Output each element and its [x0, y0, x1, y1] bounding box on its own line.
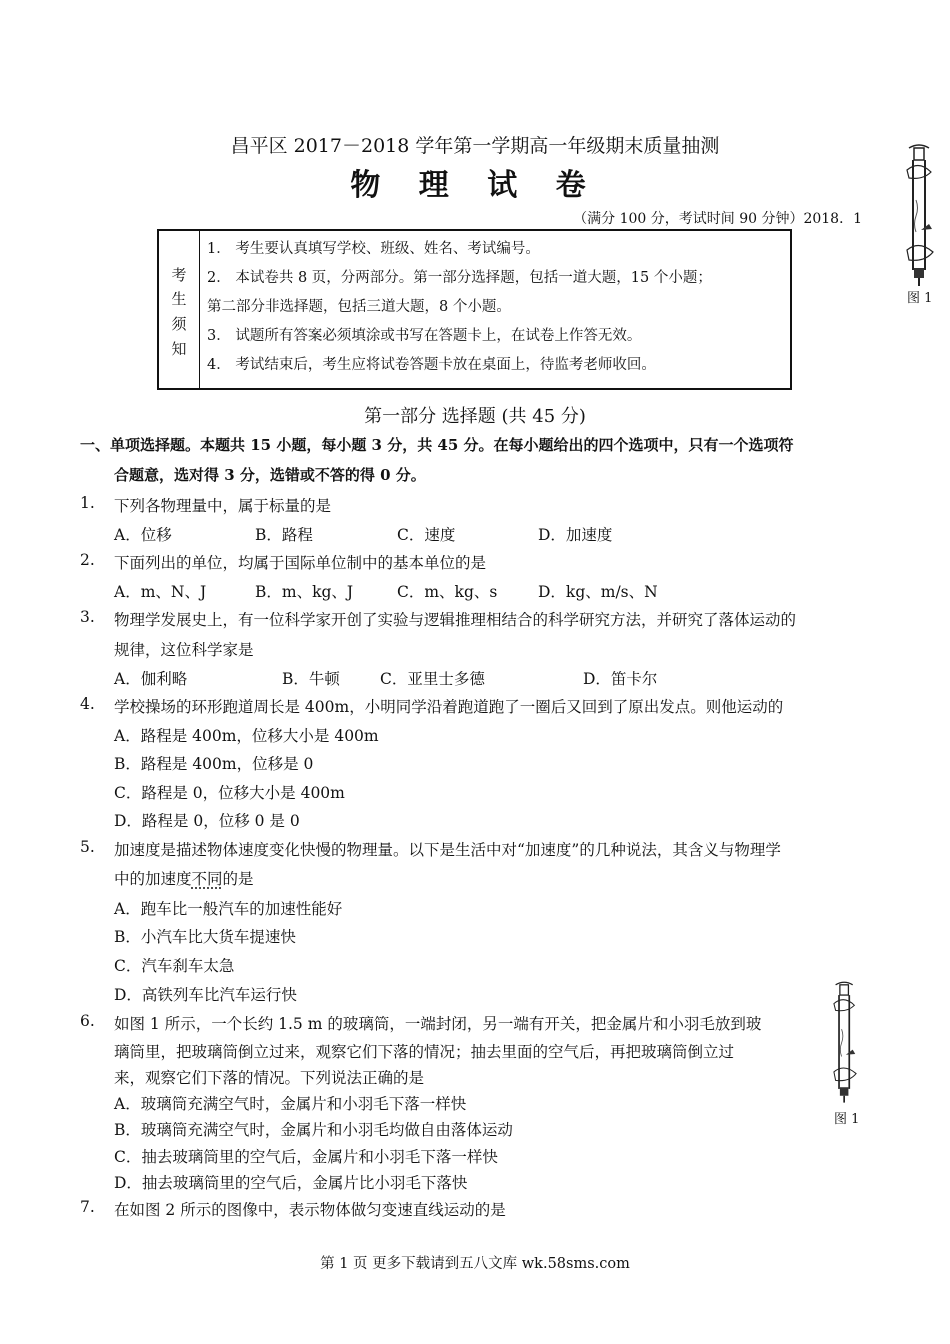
notice-head-char: 须: [171, 315, 187, 333]
question-number: 6.: [80, 1012, 95, 1030]
question-number: 4.: [80, 695, 95, 713]
option-d: D．加速度: [538, 526, 613, 544]
section-instructions: 一、单项选择题。本题共 15 小题，每小题 3 分，共 45 分。在每小题给出的四个选项中，只有一个选项符: [80, 436, 794, 454]
notice-item: 4． 考试结束后，考生应将试卷答题卡放在桌面上，待监考老师收回。: [207, 357, 656, 373]
text-segment: 中的加速度: [114, 870, 192, 888]
question-text: 下列各物理量中，属于标量的是: [114, 497, 332, 515]
question-number: 3.: [80, 608, 95, 626]
option-a: A．位移: [114, 526, 172, 544]
question-text: 物理学发展史上，有一位科学家开创了实验与逻辑推理相结合的科学研究方法，并研究了落体运动的: [114, 611, 797, 629]
question-text: 学校操场的环形跑道周长是 400m，小明同学沿着跑道跑了一圈后又回到了原出发点。则他运动的: [114, 698, 784, 716]
page-footer: 第 1 页 更多下载请到五八文库 wk.58sms.com: [320, 1256, 630, 1272]
question-text-cont: [114, 867, 254, 889]
option-c: C．路程是 0，位移大小是 400m: [114, 784, 345, 802]
notice-item: 1． 考生要认真填写学校、班级、姓名、考试编号。: [207, 241, 540, 257]
notice-item: 第二部分非选择题，包括三道大题，8 个小题。: [207, 299, 511, 315]
question-number: 5.: [80, 838, 95, 856]
option-b: B．m、kg、J: [255, 583, 354, 601]
question-text-cont: 璃筒里，把玻璃筒倒立过来，观察它们下落的情况；抽去里面的空气后，再把玻璃筒倒立过: [114, 1043, 735, 1061]
option-b: B．路程: [255, 526, 313, 544]
option-c: C．亚里士多德: [380, 670, 485, 688]
option-b: B．牛顿: [282, 670, 340, 688]
option-b: B．小汽车比大货车提速快: [114, 928, 296, 946]
option-d: D．高铁列车比汽车运行快: [114, 986, 297, 1004]
question-text: 下面列出的单位，均属于国际单位制中的基本单位的是: [114, 554, 487, 572]
option-a: A．m、N、J: [114, 583, 207, 601]
option-a: A．玻璃筒充满空气时，金属片和小羽毛下落一样快: [114, 1095, 467, 1113]
question-text: 加速度是描述物体速度变化快慢的物理量。以下是生活中对“加速度”的几种说法，其含义与物理学: [114, 841, 781, 859]
emphasized-word: 不同: [191, 870, 223, 888]
exam-meta: （满分 100 分，考试时间 90 分钟）2018．1: [573, 211, 862, 227]
glass-tube-icon: [822, 978, 868, 1106]
question-number: 1.: [80, 494, 95, 512]
notice-head-char: 生: [171, 290, 187, 308]
figure-caption: 图 1: [834, 1112, 860, 1127]
option-c: C．速度: [397, 526, 456, 544]
option-d: D．路程是 0，位移 0 是 0: [114, 812, 300, 830]
glass-tube-figure-top: [895, 140, 945, 305]
notice-heading: [159, 231, 200, 388]
question-text: 如图 1 所示，一个长约 1.5 m 的玻璃筒，一端封闭，另一端有开关，把金属片和小羽毛放到玻: [114, 1015, 762, 1033]
option-c: C．抽去玻璃筒里的空气后，金属片和小羽毛下落一样快: [114, 1148, 498, 1166]
question-text-cont: 来，观察它们下落的情况。下列说法正确的是: [114, 1069, 425, 1087]
exam-title: 物 理 试 卷: [350, 168, 600, 203]
glass-tube-figure: [822, 978, 872, 1128]
exam-title-line1: 昌平区 2017－2018 学年第一学期高一年级期末质量抽测: [230, 135, 720, 157]
section-title: 第一部分 选择题 (共 45 分): [364, 406, 586, 427]
notice-item: 2． 本试卷共 8 页，分两部分。第一部分选择题，包括一道大题，15 个小题；: [207, 270, 712, 286]
option-c: C．汽车刹车太急: [114, 957, 235, 975]
candidate-notice-box: [157, 229, 792, 390]
question-number: 7.: [80, 1198, 95, 1216]
notice-head-char: 考: [171, 266, 187, 284]
option-d: D．笛卡尔: [583, 670, 658, 688]
option-d: D．kg、m/s、N: [538, 583, 658, 601]
question-text-cont: 规律，这位科学家是: [114, 641, 254, 659]
option-d: D．抽去玻璃筒里的空气后，金属片比小羽毛下落快: [114, 1174, 468, 1192]
question-number: 2.: [80, 551, 95, 569]
text-segment: 的是: [222, 870, 254, 888]
question-text: 在如图 2 所示的图像中，表示物体做匀变速直线运动的是: [114, 1201, 506, 1219]
figure-caption-top: 图 1: [907, 291, 933, 306]
glass-tube-icon: [895, 140, 945, 290]
notice-head-char: 知: [171, 340, 187, 358]
option-c: C．m、kg、s: [397, 583, 498, 601]
notice-item: 3． 试题所有答案必须填涂或书写在答题卡上，在试卷上作答无效。: [207, 328, 642, 344]
option-a: A．跑车比一般汽车的加速性能好: [114, 900, 343, 918]
section-instructions-cont: 合题意，选对得 3 分，选错或不答的得 0 分。: [114, 466, 426, 484]
option-a: A．路程是 400m，位移大小是 400m: [114, 727, 379, 745]
option-b: B．路程是 400m，位移是 0: [114, 755, 314, 773]
option-a: A．伽利略: [114, 670, 188, 688]
option-b: B．玻璃筒充满空气时，金属片和小羽毛均做自由落体运动: [114, 1121, 513, 1139]
